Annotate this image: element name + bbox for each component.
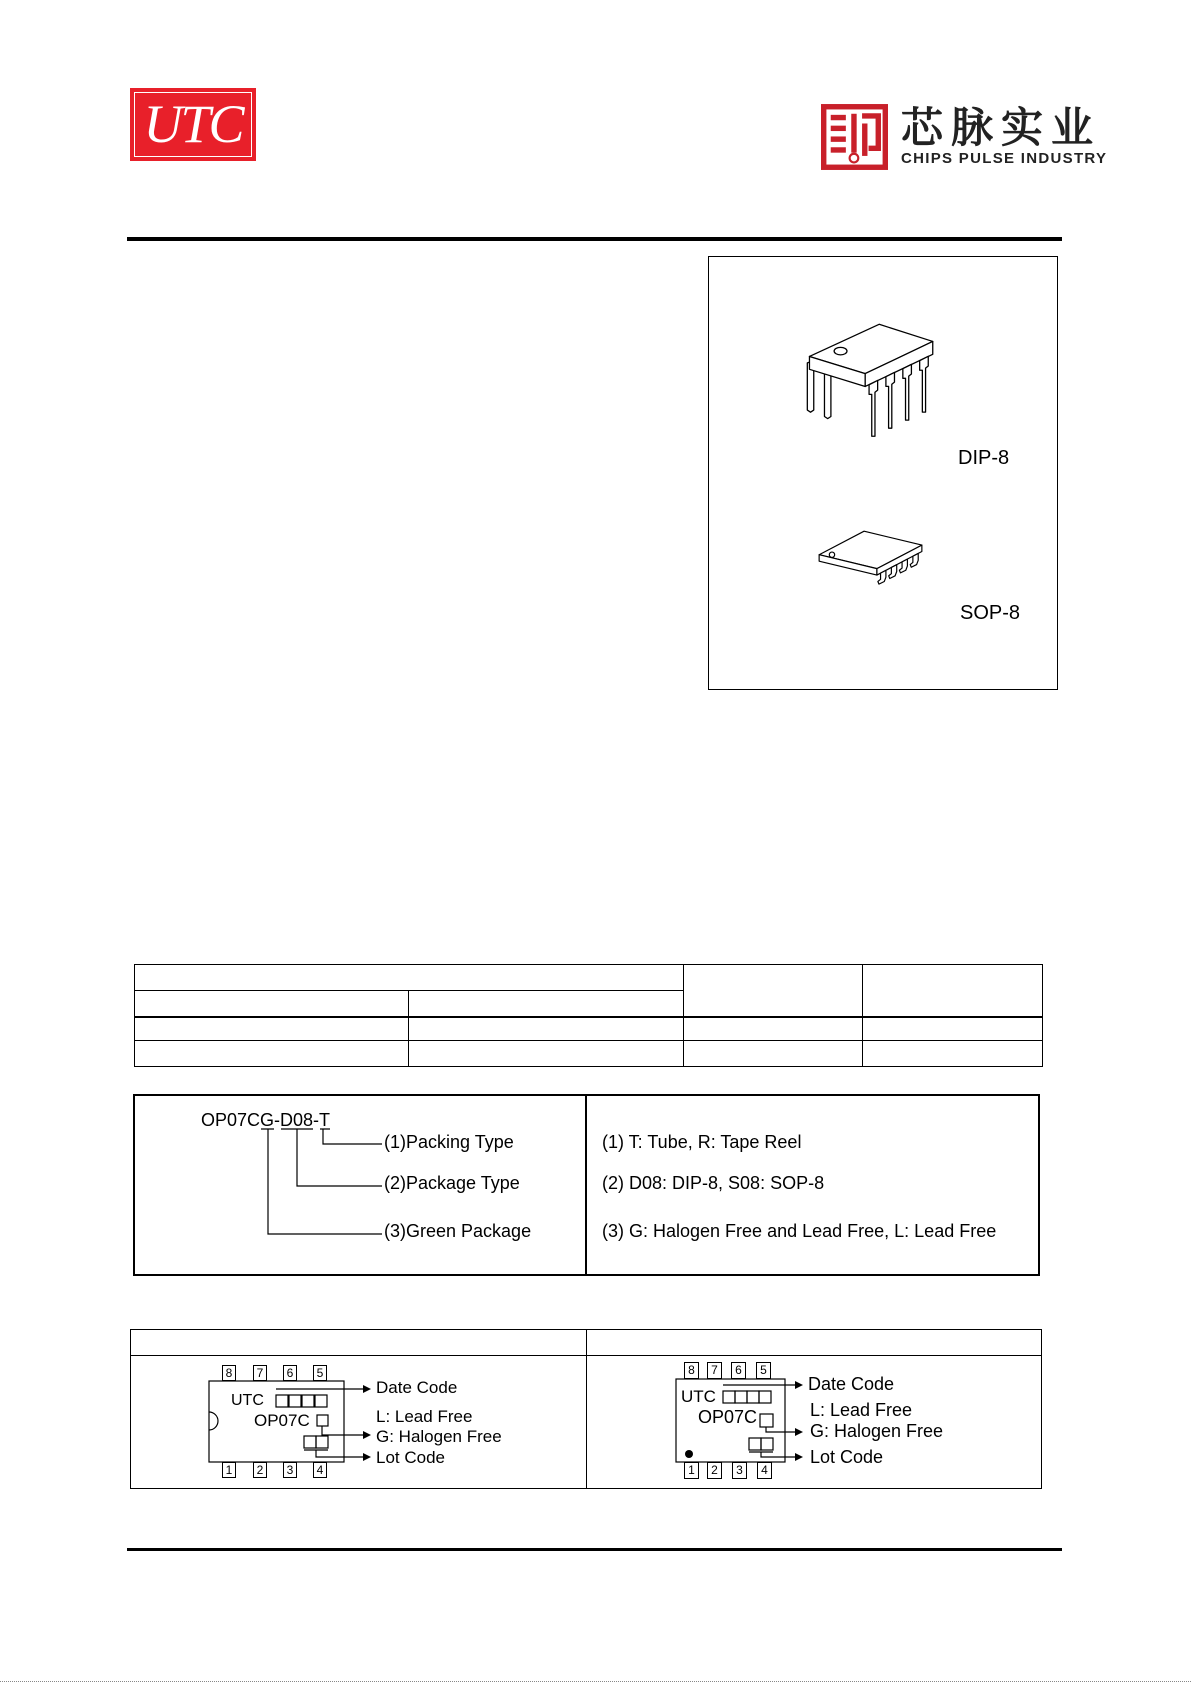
sop-pin-6: 6 xyxy=(731,1362,746,1379)
dip-lead-free-label: L: Lead Free xyxy=(376,1407,473,1426)
dip-pin-1: 1 xyxy=(222,1462,236,1478)
table-header-cell xyxy=(135,965,684,991)
dip-pin-6: 6 xyxy=(283,1365,297,1381)
dip-pin-4: 4 xyxy=(313,1462,327,1478)
sop8-package-icon xyxy=(817,529,924,589)
table-header-cell xyxy=(409,991,684,1017)
dip-pin-3: 3 xyxy=(283,1462,297,1478)
dip-pin-8: 8 xyxy=(222,1365,236,1381)
table-header-cell xyxy=(135,991,409,1017)
dip-notch xyxy=(209,1412,218,1430)
table-row xyxy=(135,1017,1043,1041)
chips-pulse-logo-icon xyxy=(821,104,888,170)
table-cell xyxy=(863,1041,1043,1067)
table-cell xyxy=(684,1017,863,1041)
table-cell xyxy=(135,1017,409,1041)
dip8-label: DIP-8 xyxy=(958,447,1010,469)
dip-lot-code-label: Lot Code xyxy=(376,1448,445,1467)
page-edge-line xyxy=(0,1681,1191,1682)
table-cell xyxy=(684,1041,863,1067)
table-header-cell xyxy=(863,965,1043,1017)
sop-lead-free-label: L: Lead Free xyxy=(810,1400,913,1420)
sop-pin-1: 1 xyxy=(684,1462,699,1479)
sop-pin-7: 7 xyxy=(707,1362,722,1379)
part-number: OP07CG-D08-T xyxy=(201,1110,331,1130)
header-rule xyxy=(127,237,1062,241)
green-package-label: (3)Green Package xyxy=(384,1221,532,1241)
dip-pin-5: 5 xyxy=(313,1365,327,1381)
sop-pin-3: 3 xyxy=(732,1462,747,1479)
dip-date-code-label: Date Code xyxy=(376,1378,458,1397)
pin1-dot xyxy=(685,1450,693,1458)
sop-pin-8: 8 xyxy=(684,1362,699,1379)
sop-lot-code-label: Lot Code xyxy=(810,1447,884,1467)
table-row xyxy=(135,1041,1043,1067)
sop-pin-4: 4 xyxy=(757,1462,772,1479)
sop-date-code-label: Date Code xyxy=(808,1374,895,1394)
utc-logo-text: UTC xyxy=(143,94,243,154)
sop-pin-5: 5 xyxy=(756,1362,771,1379)
chips-pulse-logo-cn: 芯脉实业 xyxy=(901,103,1102,152)
packing-type-desc: (1) T: Tube, R: Tape Reel xyxy=(602,1132,802,1152)
utc-logo xyxy=(130,88,256,161)
sop-pin-2: 2 xyxy=(707,1462,722,1479)
dip-halogen-free-label: G: Halogen Free xyxy=(376,1427,502,1446)
table-cell xyxy=(409,1017,684,1041)
table-header-row xyxy=(135,965,1043,991)
packing-type-label: (1)Packing Type xyxy=(384,1132,514,1152)
sop-mark-line1: UTC xyxy=(681,1387,716,1406)
table-header-cell xyxy=(684,965,863,1017)
dip8-package-icon xyxy=(804,320,935,439)
package-type-label: (2)Package Type xyxy=(384,1173,520,1193)
dip-pin-7: 7 xyxy=(253,1365,267,1381)
table-cell xyxy=(863,1017,1043,1041)
dip-mark-line2: OP07C xyxy=(254,1411,310,1430)
sop-halogen-free-label: G: Halogen Free xyxy=(810,1421,944,1441)
green-package-desc: (3) G: Halogen Free and Lead Free, L: Lead Free xyxy=(602,1221,997,1241)
table-cell xyxy=(135,1041,409,1067)
table-cell xyxy=(409,1041,684,1067)
dip-mark-line1: UTC xyxy=(231,1392,264,1409)
sop-mark-line2: OP07C xyxy=(698,1407,758,1427)
ordering-info-table xyxy=(134,964,1043,1067)
dip-pin-2: 2 xyxy=(253,1462,267,1478)
package-type-desc: (2) D08: DIP-8, S08: SOP-8 xyxy=(602,1173,825,1193)
sop8-label: SOP-8 xyxy=(960,602,1021,624)
footer-rule xyxy=(127,1548,1062,1551)
chips-pulse-logo-en: CHIPS PULSE INDUSTRY xyxy=(901,150,1108,167)
